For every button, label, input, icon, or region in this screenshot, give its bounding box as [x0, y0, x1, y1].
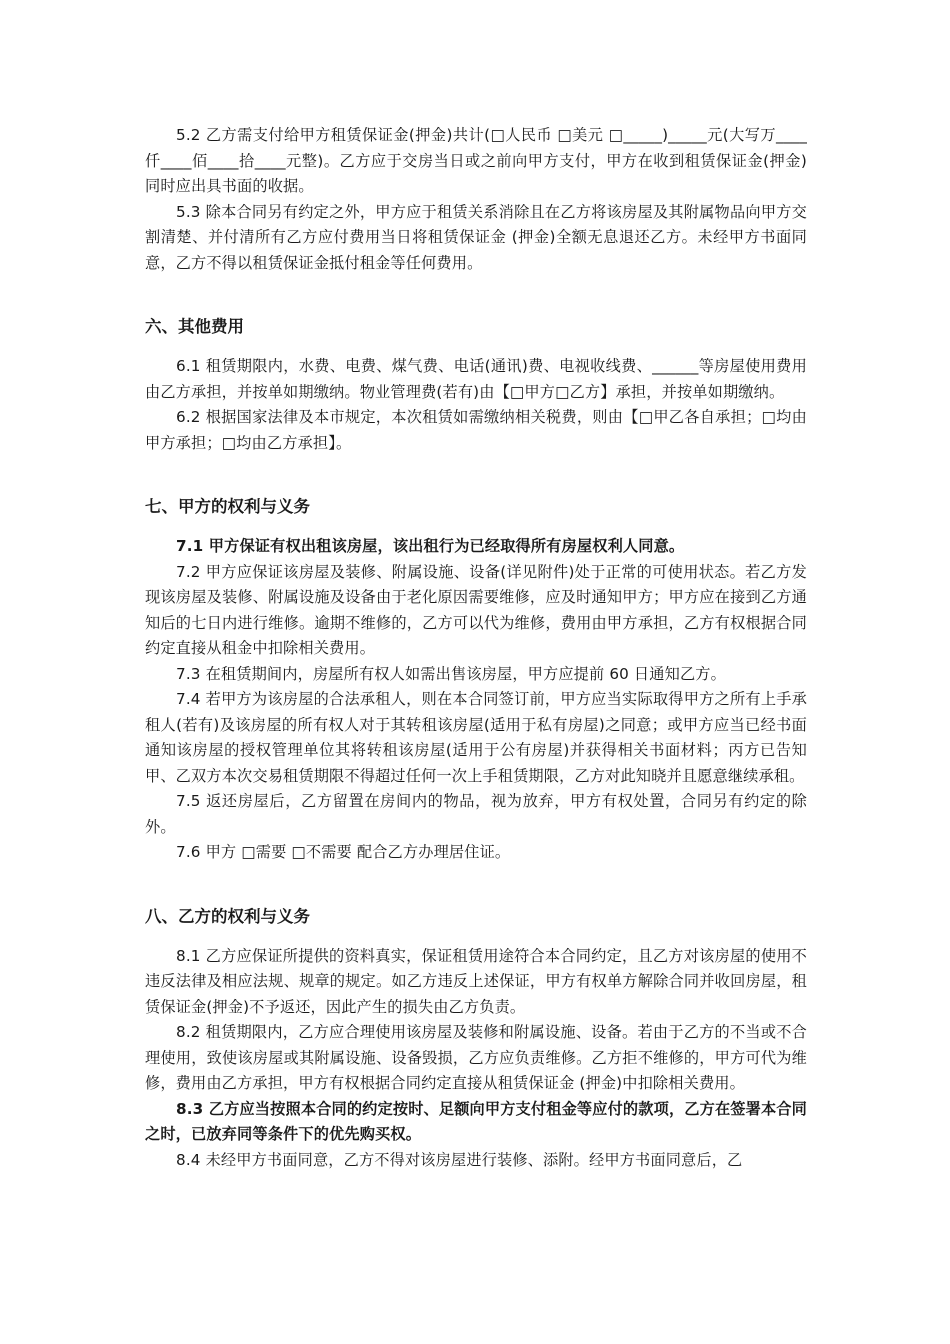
clause-7-6: 7.6 甲方 □需要 □不需要 配合乙方办理居住证。: [176, 843, 511, 861]
clause-8-1: 8.1 乙方应保证所提供的资料真实，保证租赁用途符合本合同约定，且乙方对该房屋的使用不违反法律及相应法规、规章的规定。如乙方违反上述保证，甲方有权单方解除合同并收回房屋，租赁保证金(押金)不予返还，因此产生的损失由乙方负责。: [145, 946, 807, 1016]
clause-7-5: 7.5 返还房屋后，乙方留置在房间内的物品，视为放弃，甲方有权处置，合同另有约定的除外。: [145, 792, 807, 836]
clause-7-3: 7.3 在租赁期间内，房屋所有权人如需出售该房屋，甲方应提前 60 日通知乙方。: [176, 664, 726, 683]
clause-7-2: 7.2 甲方应保证该房屋及装修、附属设施、设备(详见附件)处于正常的可使用状态。若乙方发现该房屋及装修、附属设施及设备由于老化原因需要维修，应及时通知甲方；甲方应在接到乙方通知后的七日内进行维修。逾期不维修的，乙方可以代为维修，费用由甲方承担，乙方有权根据合同约定直接从租金中扣除相关费用。: [145, 562, 807, 657]
clause-8-2: 8.2 租赁期限内，乙方应合理使用该房屋及装修和附属设施、设备。若由于乙方的不当或不合理使用，致使该房屋或其附属设施、设备毁损，乙方应负责维修。乙方拒不维修的，甲方可代为维修，费用由乙方承担，甲方有权根据合同约定直接从租赁保证金 (押金)中扣除相关费用。: [145, 1023, 807, 1092]
section-heading-8: 八、乙方的权利与义务: [145, 906, 310, 926]
section-heading-7: 七、甲方的权利与义务: [145, 497, 310, 516]
clause-5-3: 5.3 除本合同另有约定之外，甲方应于租赁关系消除且在乙方将该房屋及其附属物品向甲方交割清楚、并付清所有乙方应付费用当日将租赁保证金 (押金)全额无息退还乙方。未经甲方书面同意，乙方不得以租赁保证金抵付租金等任何费用。: [145, 202, 807, 272]
clause-7-1: 7.1 甲方保证有权出租该房屋，该出租行为已经取得所有房屋权利人同意。: [176, 537, 685, 555]
clause-8-3: 8.3 乙方应当按照本合同的约定按时、足额向甲方支付租金等应付的款项，乙方在签署本合同之时，已放弃同等条件下的优先购买权。: [145, 1099, 807, 1143]
clause-6-1: 6.1 租赁期限内，水费、电费、煤气费、电话(通讯)费、电视收线费、______等房屋使用费用由乙方承担，并按单如期缴纳。物业管理费(若有)由【□甲方□乙方】承担，并按单如期缴纳。: [145, 357, 807, 401]
clause-6-2: 6.2 根据国家法律及本市规定，本次租赁如需缴纳相关税费，则由【□甲乙各自承担；□均由甲方承担；□均由乙方承担】。: [145, 408, 807, 452]
document-page: [145, 120, 807, 1173]
section-heading-6: 六、其他费用: [145, 317, 244, 336]
clause-5-2: 5.2 乙方需支付给甲方租赁保证金(押金)共计(□人民币 □美元 □_____)_____元(大写万____仟____佰____拾____元整)。乙方应于交房当日或之前向甲方支付，甲方在收到租赁保证金(押金)同时应出具书面的收据。: [145, 126, 807, 195]
clause-7-4: 7.4 若甲方为该房屋的合法承租人，则在本合同签订前，甲方应当实际取得甲方之所有上手承租人(若有)及该房屋的所有权人对于其转租该房屋(适用于私有房屋)之同意；或甲方应当已经书面通知该房屋的授权管理单位其将转租该房屋(适用于公有房屋)并获得相关书面材料；丙方已告知甲、乙双方本次交易租赁期限不得超过任何一次上手租赁期限，乙方对此知晓并且愿意继续承租。: [145, 690, 807, 785]
clause-8-4: 8.4 未经甲方书面同意，乙方不得对该房屋进行装修、添附。经甲方书面同意后，乙: [176, 1150, 743, 1169]
